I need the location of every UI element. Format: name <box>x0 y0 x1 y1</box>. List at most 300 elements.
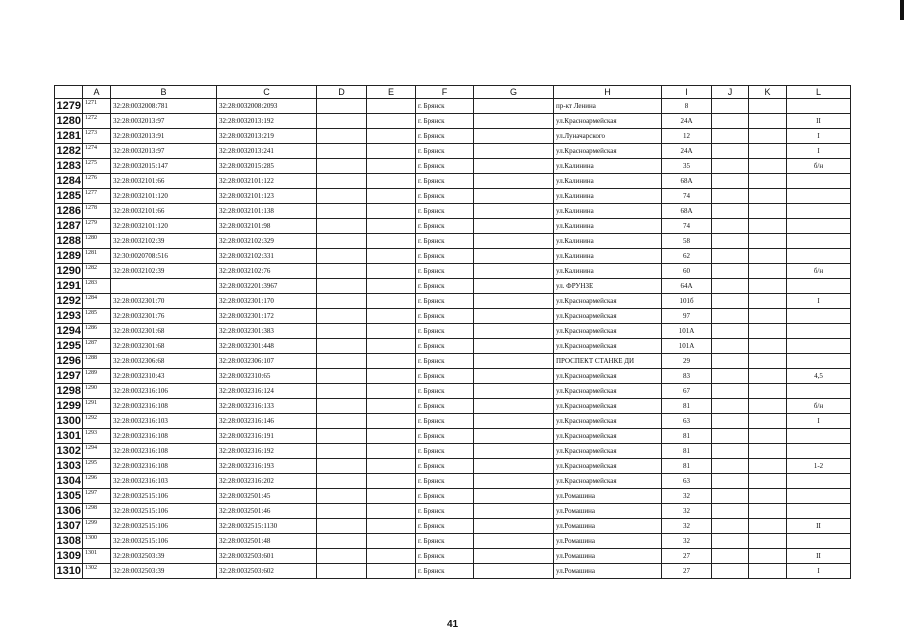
row-number: 1290 <box>55 264 83 279</box>
cell-j <box>712 279 749 294</box>
cell-f: г. Брянск <box>416 444 474 459</box>
cell-d <box>317 129 367 144</box>
row-number: 1305 <box>55 489 83 504</box>
cell-b: 32:28:0032515:106 <box>111 534 217 549</box>
row-number: 1302 <box>55 444 83 459</box>
cell-g <box>474 369 554 384</box>
cell-d <box>317 234 367 249</box>
cell-f: г. Брянск <box>416 174 474 189</box>
cell-b: 32:28:0032301:68 <box>111 339 217 354</box>
cell-b: 32:28:0032101:66 <box>111 204 217 219</box>
cell-b: 32:28:0032316:103 <box>111 474 217 489</box>
cell-k <box>749 504 787 519</box>
cell-a: 1300 <box>83 534 111 549</box>
cell-i: 32 <box>662 504 712 519</box>
cell-e <box>367 474 416 489</box>
cell-f: г. Брянск <box>416 159 474 174</box>
cell-c: 32:28:0032316:191 <box>217 429 317 444</box>
cell-d <box>317 144 367 159</box>
table-row <box>55 564 851 579</box>
cell-a: 1294 <box>83 444 111 459</box>
cell-h: ул.Красноармейская <box>554 324 662 339</box>
column-header-k: K <box>749 86 787 99</box>
cell-d <box>317 264 367 279</box>
cell-f: г. Брянск <box>416 489 474 504</box>
cell-e <box>367 219 416 234</box>
row-number: 1294 <box>55 324 83 339</box>
cell-b: 32:28:0032101:120 <box>111 189 217 204</box>
cell-l <box>787 99 851 114</box>
cell-b: 32:28:0032102:39 <box>111 234 217 249</box>
cell-c: 32:28:0032306:107 <box>217 354 317 369</box>
cell-h: ул.Калинина <box>554 234 662 249</box>
cell-a: 1282 <box>83 264 111 279</box>
cell-k <box>749 189 787 204</box>
cell-i: 58 <box>662 234 712 249</box>
cell-b: 32:28:0032015:147 <box>111 159 217 174</box>
cell-e <box>367 369 416 384</box>
row-number: 1308 <box>55 534 83 549</box>
cell-e <box>367 144 416 159</box>
cell-b: 32:28:0032503:39 <box>111 564 217 579</box>
cell-a: 1289 <box>83 369 111 384</box>
cell-d <box>317 369 367 384</box>
cell-c: 32:28:0032501:46 <box>217 504 317 519</box>
cell-l <box>787 504 851 519</box>
table-row <box>55 489 851 504</box>
cell-g <box>474 474 554 489</box>
cell-g <box>474 414 554 429</box>
cell-l <box>787 189 851 204</box>
cell-i: 101б <box>662 294 712 309</box>
column-header-e: E <box>367 86 416 99</box>
table-row <box>55 474 851 489</box>
page-number: 41 <box>446 619 459 630</box>
cell-l <box>787 279 851 294</box>
cell-k <box>749 279 787 294</box>
cell-b: 32:28:0032301:68 <box>111 324 217 339</box>
cell-a: 1295 <box>83 459 111 474</box>
cell-a: 1278 <box>83 204 111 219</box>
cell-h: ул.Ромашина <box>554 549 662 564</box>
cell-k <box>749 444 787 459</box>
cell-a: 1291 <box>83 399 111 414</box>
cell-e <box>367 249 416 264</box>
cell-j <box>712 429 749 444</box>
cell-l <box>787 234 851 249</box>
cell-j <box>712 519 749 534</box>
cell-k <box>749 129 787 144</box>
cell-h: ул.Калинина <box>554 174 662 189</box>
cell-a: 1299 <box>83 519 111 534</box>
cell-b: 32:28:0032503:39 <box>111 549 217 564</box>
cell-b: 32:28:0032101:120 <box>111 219 217 234</box>
cell-f: г. Брянск <box>416 294 474 309</box>
cell-f: г. Брянск <box>416 189 474 204</box>
cell-g <box>474 324 554 339</box>
cell-e <box>367 564 416 579</box>
row-number: 1295 <box>55 339 83 354</box>
cell-k <box>749 474 787 489</box>
cell-l <box>787 534 851 549</box>
cell-j <box>712 114 749 129</box>
row-number: 1309 <box>55 549 83 564</box>
cell-i: 67 <box>662 384 712 399</box>
cell-k <box>749 324 787 339</box>
cell-k <box>749 294 787 309</box>
cell-h: ул.Красноармейская <box>554 114 662 129</box>
cell-f: г. Брянск <box>416 339 474 354</box>
cell-g <box>474 294 554 309</box>
table-row <box>55 189 851 204</box>
cell-l <box>787 324 851 339</box>
row-number: 1306 <box>55 504 83 519</box>
cell-i: 81 <box>662 459 712 474</box>
column-header-d: D <box>317 86 367 99</box>
cell-l <box>787 489 851 504</box>
cell-i: 81 <box>662 399 712 414</box>
cell-g <box>474 99 554 114</box>
cell-e <box>367 489 416 504</box>
cell-d <box>317 159 367 174</box>
cell-k <box>749 459 787 474</box>
cell-b: 32:28:0032013:91 <box>111 129 217 144</box>
row-number: 1310 <box>55 564 83 579</box>
cell-k <box>749 429 787 444</box>
cell-b: 32:28:0032013:97 <box>111 144 217 159</box>
cell-e <box>367 114 416 129</box>
cell-a: 1273 <box>83 129 111 144</box>
cell-c: 32:28:0032301:170 <box>217 294 317 309</box>
column-header-a: A <box>83 86 111 99</box>
cell-h: ул.Красноармейская <box>554 459 662 474</box>
cell-i: 29 <box>662 354 712 369</box>
cell-g <box>474 399 554 414</box>
table-row <box>55 399 851 414</box>
table-row <box>55 354 851 369</box>
cell-c: 32:28:0032503:602 <box>217 564 317 579</box>
cell-b: 32:28:0032306:68 <box>111 354 217 369</box>
cell-j <box>712 129 749 144</box>
cell-g <box>474 174 554 189</box>
cell-e <box>367 99 416 114</box>
cell-k <box>749 519 787 534</box>
cell-d <box>317 294 367 309</box>
table-row <box>55 249 851 264</box>
cell-l: I <box>787 294 851 309</box>
cell-c: 32:28:0032101:123 <box>217 189 317 204</box>
cell-j <box>712 264 749 279</box>
cell-l: I <box>787 129 851 144</box>
cell-i: 63 <box>662 474 712 489</box>
cell-b: 32:28:0032515:106 <box>111 504 217 519</box>
cell-e <box>367 339 416 354</box>
column-header-g: G <box>474 86 554 99</box>
cell-c: 32:28:0032316:146 <box>217 414 317 429</box>
cell-f: г. Брянск <box>416 99 474 114</box>
cell-f: г. Брянск <box>416 474 474 489</box>
cell-a: 1302 <box>83 564 111 579</box>
cell-c: 32:28:0032316:192 <box>217 444 317 459</box>
cell-e <box>367 129 416 144</box>
cell-e <box>367 459 416 474</box>
cell-f: г. Брянск <box>416 399 474 414</box>
cell-b: 32:30:0020708:516 <box>111 249 217 264</box>
cell-b: 32:28:0032301:76 <box>111 309 217 324</box>
table-row <box>55 219 851 234</box>
cell-k <box>749 339 787 354</box>
column-header-j: J <box>712 86 749 99</box>
cell-j <box>712 219 749 234</box>
cell-e <box>367 264 416 279</box>
cell-f: г. Брянск <box>416 519 474 534</box>
table-row <box>55 309 851 324</box>
cell-c: 32:28:0032013:241 <box>217 144 317 159</box>
cell-b: 32:28:0032316:106 <box>111 384 217 399</box>
cell-f: г. Брянск <box>416 459 474 474</box>
cell-d <box>317 219 367 234</box>
cell-g <box>474 549 554 564</box>
cell-f: г. Брянск <box>416 129 474 144</box>
cell-j <box>712 474 749 489</box>
cell-h: ул. ФРУНЗЕ <box>554 279 662 294</box>
cell-c: 32:28:0032310:65 <box>217 369 317 384</box>
cell-i: 101А <box>662 339 712 354</box>
cell-d <box>317 99 367 114</box>
cell-i: 68А <box>662 174 712 189</box>
cell-c: 32:28:0032201:3967 <box>217 279 317 294</box>
cell-l: I <box>787 414 851 429</box>
cell-i: 62 <box>662 249 712 264</box>
table-row <box>55 234 851 249</box>
cell-i: 63 <box>662 414 712 429</box>
cell-j <box>712 489 749 504</box>
cell-d <box>317 564 367 579</box>
cell-e <box>367 384 416 399</box>
cell-c: 32:28:0032101:98 <box>217 219 317 234</box>
cell-e <box>367 279 416 294</box>
cell-l: II <box>787 549 851 564</box>
cell-i: 32 <box>662 519 712 534</box>
cell-d <box>317 339 367 354</box>
cell-j <box>712 249 749 264</box>
cell-a: 1298 <box>83 504 111 519</box>
table-row <box>55 129 851 144</box>
cell-l <box>787 474 851 489</box>
spreadsheet-table <box>54 85 851 579</box>
cell-l <box>787 444 851 459</box>
cell-j <box>712 354 749 369</box>
cell-k <box>749 99 787 114</box>
cell-g <box>474 339 554 354</box>
cell-g <box>474 279 554 294</box>
cell-a: 1285 <box>83 309 111 324</box>
cell-b: 32:28:0032515:106 <box>111 519 217 534</box>
cell-g <box>474 489 554 504</box>
cell-l <box>787 249 851 264</box>
cell-j <box>712 294 749 309</box>
cell-a: 1280 <box>83 234 111 249</box>
cell-j <box>712 234 749 249</box>
table-row <box>55 459 851 474</box>
cell-k <box>749 489 787 504</box>
cell-b: 32:28:0032102:39 <box>111 264 217 279</box>
cell-a: 1287 <box>83 339 111 354</box>
cell-i: 68А <box>662 204 712 219</box>
cell-l: I <box>787 564 851 579</box>
row-number: 1304 <box>55 474 83 489</box>
cell-i: 35 <box>662 159 712 174</box>
row-number: 1296 <box>55 354 83 369</box>
cell-j <box>712 504 749 519</box>
cell-k <box>749 114 787 129</box>
row-number: 1283 <box>55 159 83 174</box>
cell-c: 32:28:0032503:601 <box>217 549 317 564</box>
cell-h: ул.Красноармейская <box>554 399 662 414</box>
cell-l <box>787 429 851 444</box>
cell-a: 1274 <box>83 144 111 159</box>
cell-g <box>474 189 554 204</box>
cell-l <box>787 204 851 219</box>
cell-e <box>367 429 416 444</box>
column-header-row <box>55 86 851 99</box>
cell-l <box>787 219 851 234</box>
cell-a: 1283 <box>83 279 111 294</box>
cell-g <box>474 219 554 234</box>
cell-f: г. Брянск <box>416 219 474 234</box>
cell-g <box>474 234 554 249</box>
row-number: 1291 <box>55 279 83 294</box>
cell-a: 1276 <box>83 174 111 189</box>
cell-c: 32:28:0032008:2093 <box>217 99 317 114</box>
table-row <box>55 294 851 309</box>
cell-j <box>712 534 749 549</box>
cell-h: ул.Красноармейская <box>554 444 662 459</box>
cell-b: 32:28:0032301:70 <box>111 294 217 309</box>
cell-a: 1292 <box>83 414 111 429</box>
cell-c: 32:28:0032102:329 <box>217 234 317 249</box>
cell-b: 32:28:0032316:108 <box>111 459 217 474</box>
cell-c: 32:28:0032301:383 <box>217 324 317 339</box>
cell-l <box>787 354 851 369</box>
cell-a: 1279 <box>83 219 111 234</box>
cell-k <box>749 309 787 324</box>
row-number: 1289 <box>55 249 83 264</box>
cell-f: г. Брянск <box>416 204 474 219</box>
cell-i: 24А <box>662 114 712 129</box>
cell-h: ПРОСПЕКТ СТАНКЕ ДИ <box>554 354 662 369</box>
cell-g <box>474 444 554 459</box>
column-header-f: F <box>416 86 474 99</box>
column-header-c: C <box>217 86 317 99</box>
row-number: 1297 <box>55 369 83 384</box>
cell-k <box>749 369 787 384</box>
cell-g <box>474 129 554 144</box>
table-row <box>55 444 851 459</box>
cell-g <box>474 459 554 474</box>
cell-f: г. Брянск <box>416 309 474 324</box>
table-row <box>55 264 851 279</box>
cell-d <box>317 309 367 324</box>
cell-g <box>474 534 554 549</box>
cell-g <box>474 264 554 279</box>
cell-i: 24А <box>662 144 712 159</box>
cell-c: 32:28:0032316:133 <box>217 399 317 414</box>
cell-i: 74 <box>662 189 712 204</box>
cell-e <box>367 504 416 519</box>
cell-f: г. Брянск <box>416 234 474 249</box>
cell-h: ул.Красноармейская <box>554 429 662 444</box>
cell-a: 1284 <box>83 294 111 309</box>
table-row <box>55 99 851 114</box>
cell-b: 32:28:0032310:43 <box>111 369 217 384</box>
cell-h: ул.Луначарского <box>554 129 662 144</box>
column-header-b: B <box>111 86 217 99</box>
cell-l: 4,5 <box>787 369 851 384</box>
cell-g <box>474 114 554 129</box>
cell-h: ул.Красноармейская <box>554 384 662 399</box>
table-body <box>55 99 851 579</box>
table-row <box>55 429 851 444</box>
cell-j <box>712 444 749 459</box>
cell-c: 32:28:0032013:192 <box>217 114 317 129</box>
cell-e <box>367 444 416 459</box>
cell-i: 74 <box>662 219 712 234</box>
cell-e <box>367 189 416 204</box>
cell-e <box>367 534 416 549</box>
cell-c: 32:28:0032102:331 <box>217 249 317 264</box>
cell-c: 32:28:0032301:448 <box>217 339 317 354</box>
cell-k <box>749 204 787 219</box>
cell-k <box>749 264 787 279</box>
cell-j <box>712 369 749 384</box>
cell-c: 32:28:0032501:45 <box>217 489 317 504</box>
cell-g <box>474 429 554 444</box>
cell-d <box>317 354 367 369</box>
cell-g <box>474 144 554 159</box>
cell-e <box>367 324 416 339</box>
cell-h: ул.Красноармейская <box>554 369 662 384</box>
cell-i: 32 <box>662 489 712 504</box>
cell-e <box>367 234 416 249</box>
cell-c: 32:28:0032101:138 <box>217 204 317 219</box>
cell-b: 32:28:0032101:66 <box>111 174 217 189</box>
cell-c: 32:28:0032316:124 <box>217 384 317 399</box>
cell-k <box>749 354 787 369</box>
cell-k <box>749 144 787 159</box>
cell-k <box>749 399 787 414</box>
row-number: 1281 <box>55 129 83 144</box>
cell-k <box>749 234 787 249</box>
cell-j <box>712 174 749 189</box>
cell-e <box>367 159 416 174</box>
cell-i: 83 <box>662 369 712 384</box>
row-number: 1282 <box>55 144 83 159</box>
cell-g <box>474 504 554 519</box>
cell-a: 1297 <box>83 489 111 504</box>
row-number: 1292 <box>55 294 83 309</box>
cell-f: г. Брянск <box>416 534 474 549</box>
cell-i: 27 <box>662 564 712 579</box>
cell-f: г. Брянск <box>416 384 474 399</box>
cell-a: 1296 <box>83 474 111 489</box>
table-row <box>55 204 851 219</box>
cell-f: г. Брянск <box>416 264 474 279</box>
cell-d <box>317 549 367 564</box>
cell-k <box>749 549 787 564</box>
cell-e <box>367 204 416 219</box>
cell-h: ул.Калинина <box>554 189 662 204</box>
